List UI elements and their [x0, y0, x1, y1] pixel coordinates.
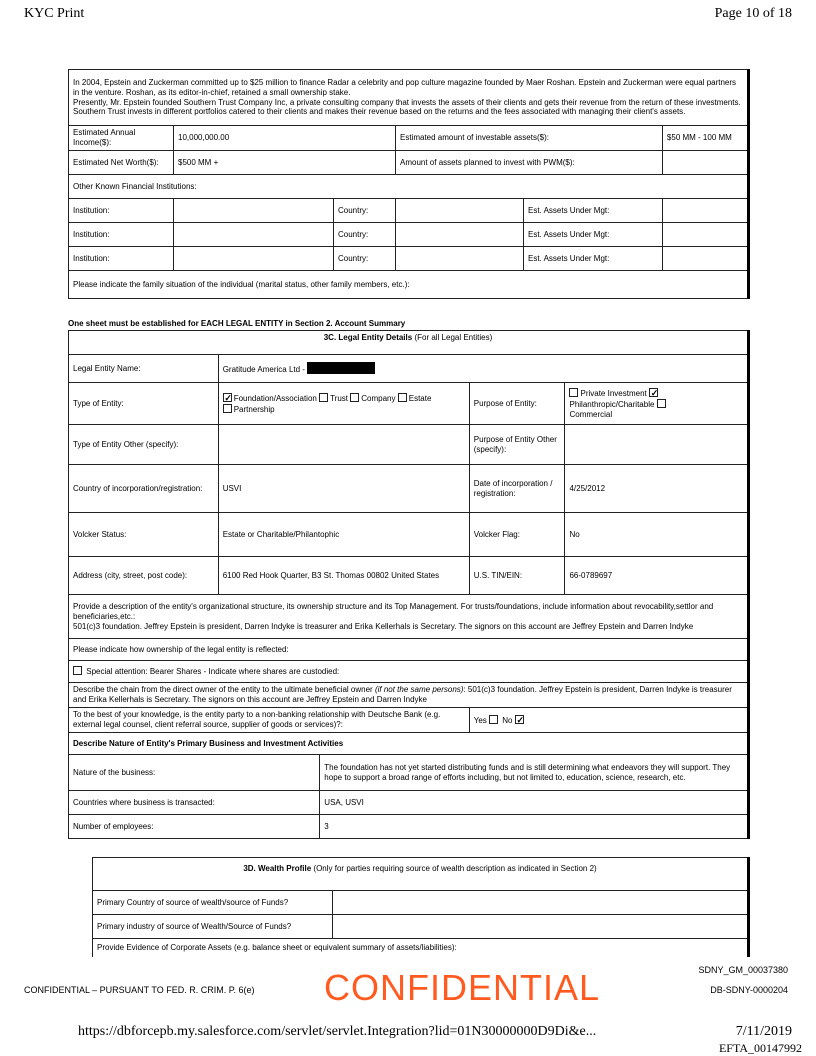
countries-label: Countries where business is transacted:: [69, 791, 320, 815]
wealth-industry-value: [333, 915, 749, 939]
purpose-options: [565, 383, 749, 425]
purpose-other-label: Purpose of Entity Other (specify):: [469, 425, 565, 465]
institution-row: [69, 223, 749, 247]
philanthropic-checkbox[interactable]: [649, 388, 658, 397]
business-nature-label: Nature of the business:: [69, 755, 320, 791]
business-nature-heading: Describe Nature of Entity's Primary Business and Investment Activities: [69, 733, 749, 755]
section-title-subtext: (For all Legal Entities): [414, 333, 493, 342]
assets-planned-value: [662, 151, 748, 175]
print-header-title: KYC Print: [24, 6, 85, 21]
entity-type-other-label: Type of Entity Other (specify):: [69, 425, 219, 465]
net-worth-value: $500 MM +: [174, 151, 396, 175]
institution-value: [174, 247, 334, 271]
institution-label: Institution:: [69, 199, 174, 223]
chain-prompt: Describe the chain from the direct owner of the entity to the ultimate beneficial owner: [73, 685, 373, 694]
entity-type-other-value: [218, 425, 469, 465]
bates-number-secondary: DB-SDNY-0000204: [710, 985, 788, 995]
narrative-cell: [69, 70, 749, 126]
net-worth-label: Estimated Net Worth($):: [69, 151, 174, 175]
beneficial-owner-chain-cell: Describe the chain from the direct owner of the entity to the ultimate beneficial owner (if not the same persons): 501(c)3 foundation. Jeffrey Epstein is president, Darren Indyke is treasurer and Erika Kellerhals is Secretary. The signors on this account are Jeffrey Epstein and Darren Indyke: [69, 683, 749, 708]
trust-option-label: Trust: [330, 393, 349, 403]
confidentiality-notice: CONFIDENTIAL – PURSUANT TO FED. R. CRIM. P. 6(e): [24, 985, 255, 995]
countries-value: USA, USVI: [320, 791, 749, 815]
legal-entity-name-cell: [218, 355, 748, 383]
legal-entity-sheet-note: One sheet must be established for EACH LEGAL ENTITY in Section 2. Account Summary: [68, 319, 406, 328]
annual-income-label: Estimated Annual Income($):: [69, 126, 174, 151]
ownership-label: Please indicate how ownership of the legal entity is reflected:: [69, 639, 749, 661]
employees-value: 3: [320, 815, 749, 839]
foundation-option-label: Foundation/Association: [233, 393, 317, 403]
section-title-3c: [69, 331, 749, 355]
section-title-subtext: (Only for parties requiring source of wealth description as indicated in Section 2): [313, 864, 597, 873]
financial-profile-section: [68, 69, 750, 299]
commercial-label: Commercial: [569, 409, 613, 419]
bearer-shares-checkbox[interactable]: [73, 666, 82, 675]
country-label: Country:: [334, 199, 396, 223]
corporate-assets-evidence-label: Provide Evidence of Corporate Assets (e.g. balance sheet or equivalent summary of assets/liabilities):: [93, 939, 749, 957]
date-incorporation-label: Date of incorporation / registration:: [469, 465, 565, 513]
print-date: 7/11/2019: [735, 1024, 792, 1039]
non-banking-answer: [469, 708, 748, 733]
estate-checkbox[interactable]: [398, 393, 407, 402]
est-assets-label: Est. Assets Under Mgt:: [524, 247, 663, 271]
volcker-status-label: Volcker Status:: [69, 513, 219, 557]
address-value: 6100 Red Hook Quarter, B3 St. Thomas 00802 United States: [218, 557, 469, 595]
bearer-shares-cell: [69, 661, 749, 683]
narrative-paragraph-1: In 2004, Epstein and Zuckerman committed up to $25 million to finance Radar a celebrity and pop culture magazine founded by Maer Roshan. Epstein and Zuckerman were equal partners in the venture. Roshan, as its editor-in-chief, retained a small ownership stake.: [73, 78, 737, 97]
legal-entity-details-section: [68, 330, 750, 839]
employees-label: Number of employees:: [69, 815, 320, 839]
section-title-text: 3C. Legal Entity Details: [323, 333, 413, 342]
page-number: Page 10 of 18: [714, 6, 792, 21]
business-nature-value: The foundation has not yet started distributing funds and is still determining what endeavors they will support. They hope to support a broad range of efforts including, but not limited to, education, science, research, etc.: [320, 755, 749, 791]
institution-label: Institution:: [69, 223, 174, 247]
date-incorporation-value: 4/25/2012: [565, 465, 749, 513]
address-label: Address (city, street, post code):: [69, 557, 219, 595]
purpose-label: Purpose of Entity:: [469, 383, 565, 425]
company-option-label: Company: [361, 393, 396, 403]
assets-planned-label: Amount of assets planned to invest with PWM($):: [396, 151, 663, 175]
wealth-industry-label: Primary industry of source of Wealth/Source of Funds?: [93, 915, 333, 939]
efta-number: EFTA_00147992: [718, 1041, 802, 1055]
organization-description-cell: [69, 595, 749, 639]
trust-checkbox[interactable]: [319, 393, 328, 402]
investable-assets-value: $50 MM - 100 MM: [662, 126, 748, 151]
non-banking-question: To the best of your knowledge, is the entity party to a non-banking relationship with Deutsche Bank (e.g. external legal counsel, client referral source, supplier of goods or services)?:: [69, 708, 470, 733]
wealth-profile-section: [92, 857, 750, 957]
redaction-block: [307, 362, 375, 374]
est-assets-value: [662, 247, 748, 271]
other-institutions-label: Other Known Financial Institutions:: [69, 175, 749, 199]
legal-entity-name-value: Gratitude America Ltd -: [222, 365, 305, 374]
institution-row: [69, 199, 749, 223]
country-label: Country:: [334, 247, 396, 271]
partnership-checkbox[interactable]: [223, 404, 232, 413]
company-checkbox[interactable]: [350, 393, 359, 402]
volcker-flag-value: No: [565, 513, 749, 557]
tin-value: 66-0789697: [565, 557, 749, 595]
organization-description-value: 501(c)3 foundation. Jeffrey Epstein is president, Darren Indyke is treasurer and Erika Kellerhals is Secretary. The signors on this account are Jeffrey Epstein and Darren Indyke: [73, 621, 694, 631]
est-assets-value: [662, 199, 748, 223]
partnership-option-label: Partnership: [233, 404, 275, 414]
country-value: [396, 199, 524, 223]
country-incorporation-label: Country of incorporation/registration:: [69, 465, 219, 513]
foundation-checkbox[interactable]: [223, 393, 232, 402]
bates-number-primary: SDNY_GM_00037380: [698, 965, 788, 975]
bearer-shares-label: Special attention: Bearer Shares - Indicate where shares are custodied:: [86, 667, 340, 676]
confidential-stamp: CONFIDENTIAL: [324, 967, 601, 1008]
wealth-country-value: [333, 891, 749, 915]
est-assets-value: [662, 223, 748, 247]
annual-income-value: 10,000,000.00: [174, 126, 396, 151]
institution-value: [174, 223, 334, 247]
no-option-label: No: [502, 715, 513, 725]
entity-type-options: [218, 383, 469, 425]
estate-option-label: Estate: [408, 393, 432, 403]
organization-description-prompt: Provide a description of the entity's organizational structure, its ownership structure and its Top Management. For trusts/foundations, include information about revocability,settlor and beneficiaries,etc.:: [73, 601, 714, 621]
philanthropic-label: Philanthropic/Charitable: [569, 399, 655, 409]
country-label: Country:: [334, 223, 396, 247]
country-incorporation-value: USVI: [218, 465, 469, 513]
section-title-text: 3D. Wealth Profile: [243, 864, 312, 873]
private-investment-label: Private Investment: [580, 388, 647, 398]
investable-assets-label: Estimated amount of investable assets($):: [396, 126, 663, 151]
narrative-paragraph-2: Presently, Mr. Epstein founded Southern Trust Company Inc, a private consulting company that invests the assets of their clients and gets their revenue from the return of these investments. Southern Trust invests in different portfolios catered to their clients and makes their revenue based on the returns and the fees associated with managing their client's assets.: [73, 97, 741, 117]
country-value: [396, 247, 524, 271]
no-checkbox[interactable]: [515, 715, 524, 724]
tin-label: U.S. TIN/EIN:: [469, 557, 565, 595]
yes-checkbox[interactable]: [489, 715, 498, 724]
volcker-flag-label: Volcker Flag:: [469, 513, 565, 557]
volcker-status-value: Estate or Charitable/Philantophic: [218, 513, 469, 557]
institution-label: Institution:: [69, 247, 174, 271]
entity-type-label: Type of Entity:: [69, 383, 219, 425]
wealth-country-label: Primary Country of source of wealth/source of Funds?: [93, 891, 333, 915]
est-assets-label: Est. Assets Under Mgt:: [524, 223, 663, 247]
yes-option-label: Yes: [473, 715, 487, 725]
commercial-checkbox[interactable]: [657, 399, 666, 408]
print-source-url: https://dbforcepb.my.salesforce.com/servlet/servlet.Integration?lid=01N30000000D9Di&e...: [78, 1024, 597, 1039]
legal-entity-name-label: Legal Entity Name:: [69, 355, 219, 383]
institution-row: [69, 247, 749, 271]
chain-value: 501(c)3 foundation. Jeffrey Epstein is president, Darren Indyke is treasurer and Erika Kellerhals is Secretary. The signors on this account are Jeffrey Epstein and Darren Indyke: [73, 685, 732, 704]
purpose-other-value: [565, 425, 749, 465]
est-assets-label: Est. Assets Under Mgt:: [524, 199, 663, 223]
chain-prompt-italic: (if not the same persons): [374, 685, 464, 694]
private-investment-checkbox[interactable]: [569, 388, 578, 397]
country-value: [396, 223, 524, 247]
family-situation-label: Please indicate the family situation of the individual (marital status, other family members, etc.):: [69, 271, 749, 299]
institution-value: [174, 199, 334, 223]
section-title-3d: [93, 858, 749, 891]
